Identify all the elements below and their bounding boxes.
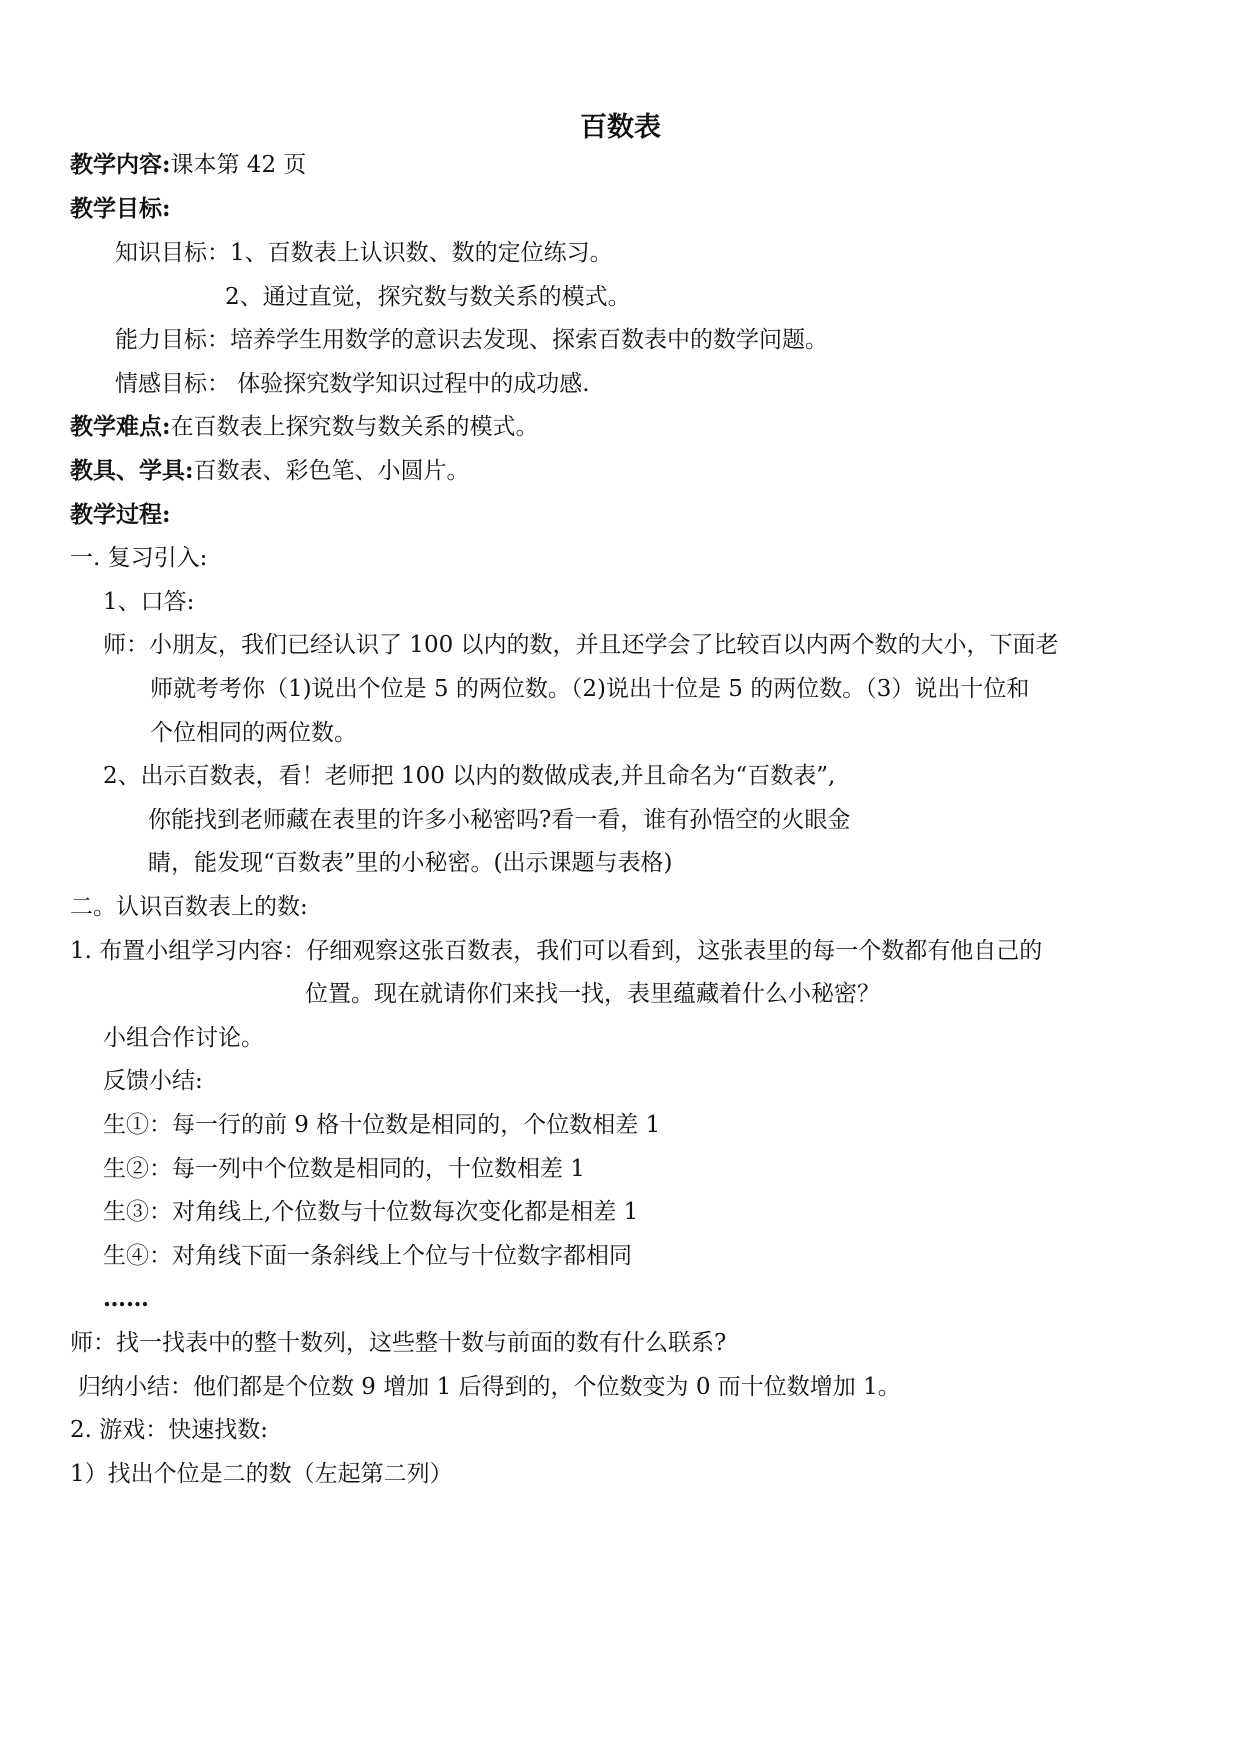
ellipsis: …… [103, 1285, 149, 1312]
teacher-question: 师：找一找表中的整十数列，这些整十数与前面的数有什么联系? [70, 1330, 727, 1356]
page-title: 百数表 [580, 112, 661, 143]
task-line-1: 1. 布置小组学习内容：仔细观察这张百数表，我们可以看到，这张表里的每一个数都有他自己的 [70, 938, 1043, 964]
ability-objective: 能力目标：培养学生用数学的意识去发现、探索百数表中的数学问题。 [115, 327, 828, 353]
tools-text: 百数表、彩色笔、小圆片。 [193, 458, 470, 484]
student-answer-1: 生①：每一行的前 9 格十位数是相同的，个位数相差 1 [103, 1112, 661, 1138]
section1-item2-line1: 2、出示百数表，看！老师把 100 以内的数做成表,并且命名为“百数表”, [103, 763, 836, 789]
process-label: 教学过程: [70, 501, 171, 528]
tools-label: 教具、学具: [70, 457, 194, 484]
game-heading: 2. 游戏：快速找数: [70, 1417, 269, 1443]
difficulty-line [70, 412, 539, 442]
section1-item2-line2: 你能找到老师藏在表里的许多小秘密吗?看一看，谁有孙悟空的火眼金 [148, 807, 851, 833]
knowledge-objective-1: 知识目标：1、百数表上认识数、数的定位练习。 [115, 240, 613, 266]
tools-line [70, 456, 470, 486]
student-answer-2: 生②：每一列中个位数是相同的，十位数相差 1 [103, 1156, 585, 1182]
difficulty-text: 在百数表上探究数与数关系的模式。 [170, 414, 539, 440]
objectives-label: 教学目标: [70, 195, 171, 222]
teacher-line-1: 师：小朋友，我们已经认识了 100 以内的数，并且还学会了比较百以内两个数的大小，下面老 [103, 632, 1059, 658]
game-item-1: 1）找出个位是二的数（左起第二列） [70, 1461, 453, 1487]
teacher-line-3: 个位相同的两位数。 [150, 720, 357, 746]
section2-heading: 二。认识百数表上的数: [70, 894, 308, 920]
student-answer-4: 生④：对角线下面一条斜线上个位与十位数字都相同 [103, 1243, 632, 1269]
difficulty-label: 教学难点: [70, 413, 171, 440]
section1-item2-line3: 睛，能发现“百数表”里的小秘密。(出示课题与表格) [148, 850, 673, 876]
student-answer-3: 生③：对角线上,个位数与十位数每次变化都是相差 1 [103, 1199, 639, 1225]
content-line [70, 150, 306, 180]
section1-heading: 一. 复习引入: [70, 545, 208, 571]
section1-item1: 1、口答: [103, 589, 195, 615]
feedback-label: 反馈小结: [103, 1068, 203, 1094]
teacher-line-2: 师就考考你（1)说出个位是 5 的两位数。（2)说出十位是 5 的两位数。（3）说出十位和 [150, 676, 1030, 702]
emotion-objective: 情感目标： 体验探究数学知识过程中的成功感. [115, 371, 590, 397]
group-discussion: 小组合作讨论。 [103, 1025, 264, 1051]
task-line-2: 位置。现在就请你们来找一找，表里蕴藏着什么小秘密？ [305, 981, 880, 1007]
summary: 归纳小结：他们都是个位数 9 增加 1 后得到的，个位数变为 0 而十位数增加 1。 [78, 1374, 901, 1400]
knowledge-objective-2: 2、通过直觉，探究数与数关系的模式。 [225, 284, 631, 310]
content-label: 教学内容: [70, 151, 171, 178]
content-text: 课本第 42 页 [170, 152, 307, 178]
